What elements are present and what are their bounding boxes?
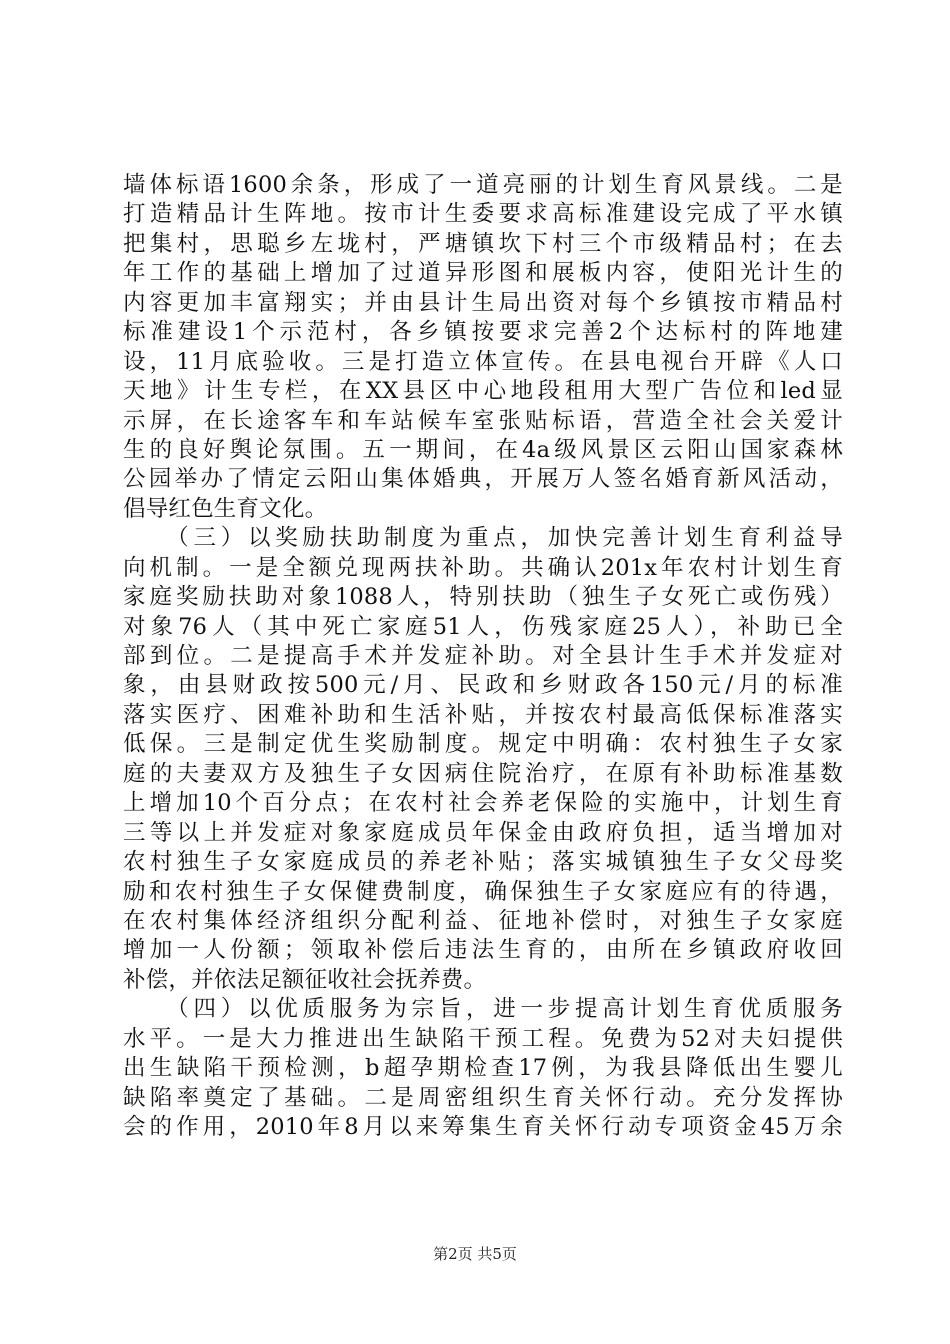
text-line: 部到位。二是提高手术并发症补助。对全县计生手术并发症对 bbox=[123, 643, 843, 669]
text-line: 设，11月底验收。三是打造立体宣传。在县电视台开辟《人口 bbox=[123, 348, 843, 375]
text-line: 倡导红色生育文化。 bbox=[123, 495, 328, 522]
text-line: 天地》计生专栏，在XX县区中心地段租用大型广告位和led显 bbox=[123, 378, 843, 405]
text-line: 水平。一是大力推进出生缺陷干预工程。免费为52对夫妇提供 bbox=[123, 1025, 843, 1052]
text-line: 内容更加丰富翔实；并由县计生局出资对每个乡镇按市精品村 bbox=[123, 289, 843, 316]
text-line: 增加一人份额；领取补偿后违法生育的，由所在乡镇政府收回 bbox=[123, 937, 843, 964]
text-line: 出生缺陷干预检测，b超孕期检查17例，为我县降低出生婴儿 bbox=[123, 1055, 843, 1082]
text-line: （四）以优质服务为宗旨，进一步提高计划生育优质服务 bbox=[123, 996, 843, 1023]
text-line: 庭的夫妻双方及独生子女因病住院治疗，在原有补助标准基数 bbox=[123, 760, 843, 787]
text-line: （三）以奖励扶助制度为重点，加快完善计划生育利益导 bbox=[123, 525, 843, 552]
text-line: 家庭奖励扶助对象1088人，特别扶助（独生子女死亡或伤残） bbox=[123, 584, 843, 611]
page-footer: 第2页 共5页 bbox=[433, 1245, 517, 1263]
text-line: 补偿，并依法足额征收社会抚养费。 bbox=[123, 966, 487, 993]
text-line: 励和农村独生子女保健费制度，确保独生子女家庭应有的待遇， bbox=[123, 878, 843, 905]
text-line: 打造精品计生阵地。按市计生委要求高标准建设完成了平水镇 bbox=[123, 201, 843, 228]
text-line: 在农村集体经济组织分配利益、征地补偿时，对独生子女家庭 bbox=[123, 907, 843, 934]
text-line: 示屏，在长途客车和车站候车室张贴标语，营造全社会关爱计 bbox=[123, 407, 843, 434]
text-line: 把集村，思聪乡左垅村，严塘镇坎下村三个市级精品村；在去 bbox=[123, 230, 843, 257]
text-line: 落实医疗、困难补助和生活补贴，并按农村最高低保标准落实 bbox=[123, 701, 843, 728]
text-line: 会的作用，2010年8月以来筹集生育关怀行动专项资金45万余 bbox=[123, 1114, 843, 1140]
text-line: 缺陷率奠定了基础。二是周密组织生育关怀行动。充分发挥协 bbox=[123, 1084, 843, 1111]
text-line: 农村独生子女家庭成员的养老补贴；落实城镇独生子女父母奖 bbox=[123, 849, 843, 876]
text-line: 低保。三是制定优生奖励制度。规定中明确：农村独生子女家 bbox=[123, 731, 843, 758]
text-line: 生的良好舆论氛围。五一期间，在4a级风景区云阳山国家森林 bbox=[123, 436, 843, 463]
text-line: 上增加10个百分点；在农村社会养老保险的实施中，计划生育 bbox=[123, 790, 843, 817]
text-line: 墙体标语1600余条，形成了一道亮丽的计划生育风景线。二是 bbox=[123, 172, 843, 198]
text-line: 年工作的基础上增加了过道异形图和展板内容，使阳光计生的 bbox=[123, 260, 843, 287]
text-line: 三等以上并发症对象家庭成员年保金由政府负担，适当增加对 bbox=[123, 819, 843, 846]
text-line: 对象76人（其中死亡家庭51人，伤残家庭25人），补助已全 bbox=[123, 613, 843, 640]
text-line: 向机制。一是全额兑现两扶补助。共确认201x年农村计划生育 bbox=[123, 554, 843, 581]
text-line: 公园举办了情定云阳山集体婚典，开展万人签名婚育新风活动， bbox=[123, 466, 843, 493]
text-line: 标准建设1个示范村，各乡镇按要求完善2个达标村的阵地建 bbox=[123, 319, 843, 346]
text-line: 象，由县财政按500元/月、民政和乡财政各150元/月的标准 bbox=[123, 672, 843, 699]
document-body bbox=[123, 171, 843, 1142]
